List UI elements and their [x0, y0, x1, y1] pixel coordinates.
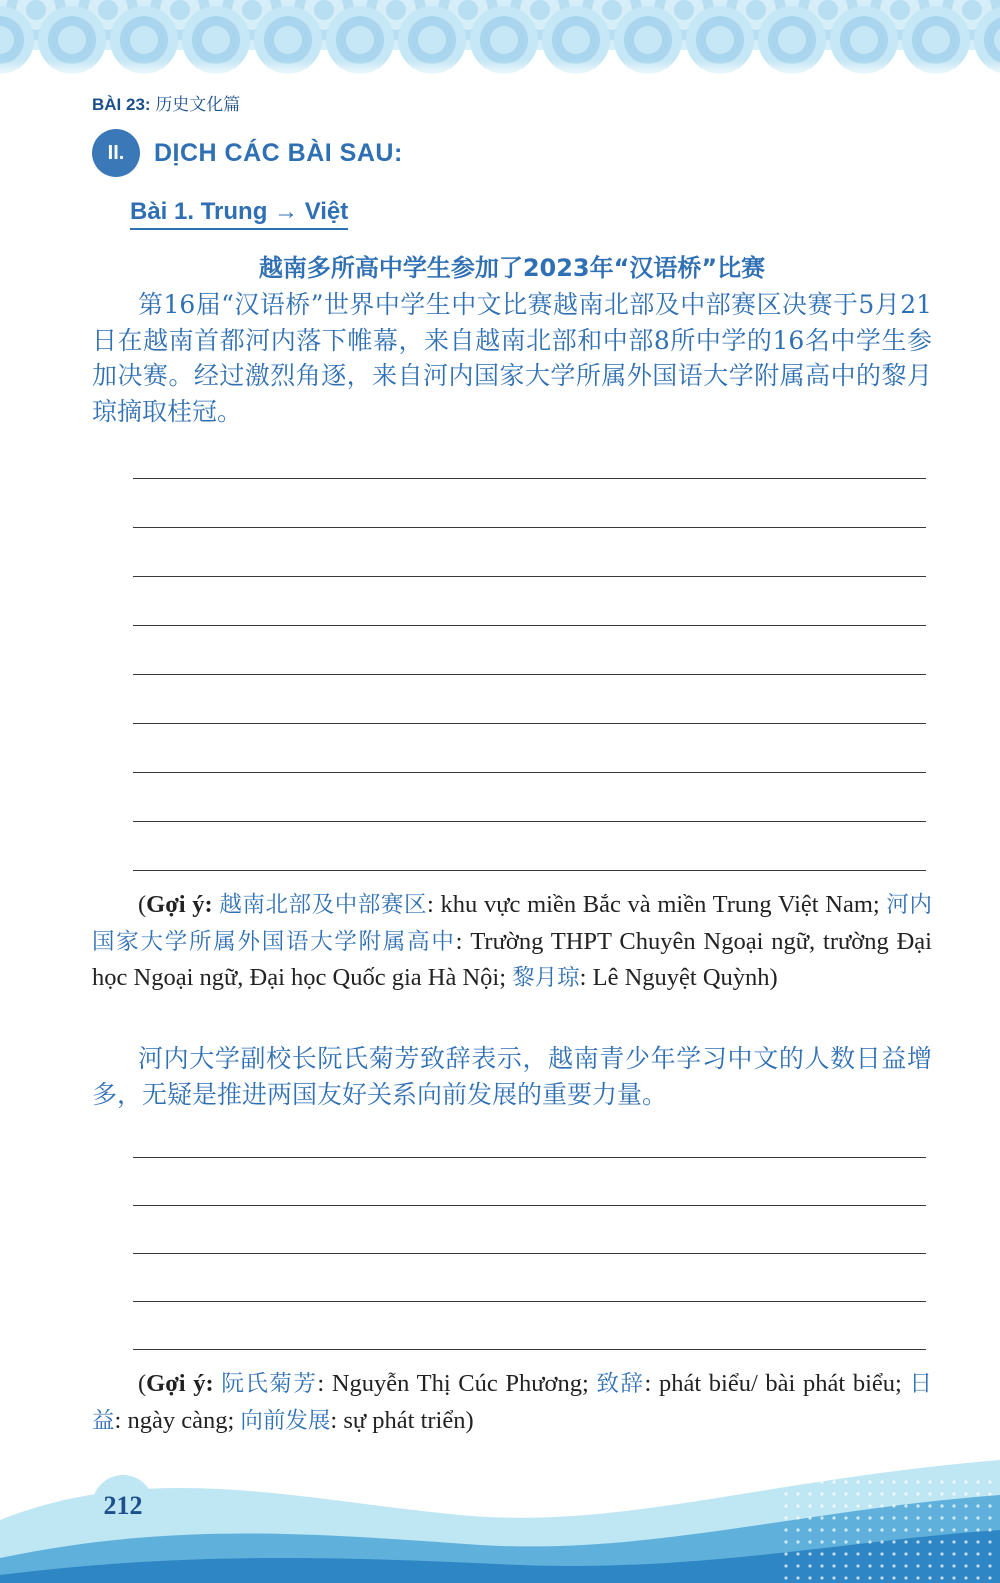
answer-line[interactable] [133, 674, 926, 675]
exercise-title: Bài 1. Trung → Việt [130, 197, 348, 230]
answer-line[interactable] [133, 870, 926, 871]
answer-line[interactable] [133, 1349, 926, 1350]
section-title: DỊCH CÁC BÀI SAU: [154, 138, 403, 167]
hint-term-zh: 向前发展 [240, 1407, 331, 1434]
hint-term-vi: : Nguyễn Thị Cúc Phương [317, 1370, 583, 1397]
hint-separator: ; [895, 1370, 910, 1397]
answer-line[interactable] [133, 1253, 926, 1254]
hint-term-zh: 越南北部及中部赛区 [219, 892, 428, 918]
answer-line[interactable] [133, 478, 926, 479]
answer-line[interactable] [133, 723, 926, 724]
lesson-code: BÀI 23: [92, 95, 151, 114]
answer-line[interactable] [133, 625, 926, 626]
answer-line[interactable] [133, 576, 926, 577]
hint-close-paren: ) [769, 964, 778, 991]
hint-term-zh: 日益 [92, 1371, 932, 1434]
hint-term-vi: : khu vực miền Bắc và miền Trung Việt Nam [427, 891, 873, 918]
hint-term-zh: 阮氏菊芳 [221, 1371, 318, 1397]
answer-line[interactable] [133, 772, 926, 773]
hint-1 [92, 887, 932, 997]
hint-term-vi: : Trường THPT Chuyên Ngoại ngữ, trường Đại học Ngoại ngữ, Đại học Quốc gia Hà Nội [92, 927, 932, 991]
hint-term-vi: : Lê Nguyệt Quỳnh [579, 964, 770, 991]
chinese-paragraph-2: 河内大学副校长阮氏菊芳致辞表示，越南青少年学习中文的人数日益增多，无疑是推进两国友好关系向前发展的重要力量。 [92, 1044, 932, 1109]
lesson-topic: 历史文化篇 [155, 95, 241, 114]
hint-term-zh: 河内国家大学所属外国语大学附属高中 [92, 892, 932, 955]
hint-term-vi: : sự phát triển [330, 1406, 466, 1434]
hint-separator: ; [582, 1370, 597, 1397]
section-heading [92, 128, 403, 178]
hint-open-paren: ( [138, 1370, 147, 1397]
hint-term-zh: 致辞 [596, 1371, 645, 1397]
answer-line[interactable] [133, 1301, 926, 1302]
hint-label: Gợi ý: [146, 891, 213, 918]
hint-separator: ; [227, 1406, 241, 1434]
hint-close-paren: ) [465, 1406, 474, 1434]
hint-open-paren: ( [138, 891, 147, 918]
passage-title: 越南多所高中学生参加了2023年“汉语桥”比赛 [258, 254, 766, 282]
hint-separator: ; [872, 891, 887, 918]
top-wave-border [0, 0, 1000, 80]
hint-term-vi: : phát biểu/ bài phát biểu [644, 1370, 896, 1397]
hint-term-zh: 黎月琼 [512, 965, 580, 991]
hint-label: Gợi ý: [146, 1370, 214, 1397]
answer-line[interactable] [133, 1157, 926, 1158]
hint-2 [92, 1366, 932, 1439]
answer-line[interactable] [133, 821, 926, 822]
section-number-badge: II. [92, 129, 140, 177]
lesson-header [92, 90, 240, 115]
answer-line[interactable] [133, 1205, 926, 1206]
hint-term-vi: : ngày càng [114, 1406, 228, 1434]
hint-separator: ; [499, 964, 513, 991]
chinese-paragraph-1: 第16届“汉语桥”世界中学生中文比赛越南北部及中部赛区决赛于5月21日在越南首都河内落下帷幕，来自越南北部和中部8所中学的16名中学生参加决赛。经过激烈角逐，来自河内国家大学所属外国语大学附属高中的黎月琼摘取桂冠。 [92, 290, 932, 426]
answer-line[interactable] [133, 527, 926, 528]
page-number: 212 [92, 1475, 154, 1537]
